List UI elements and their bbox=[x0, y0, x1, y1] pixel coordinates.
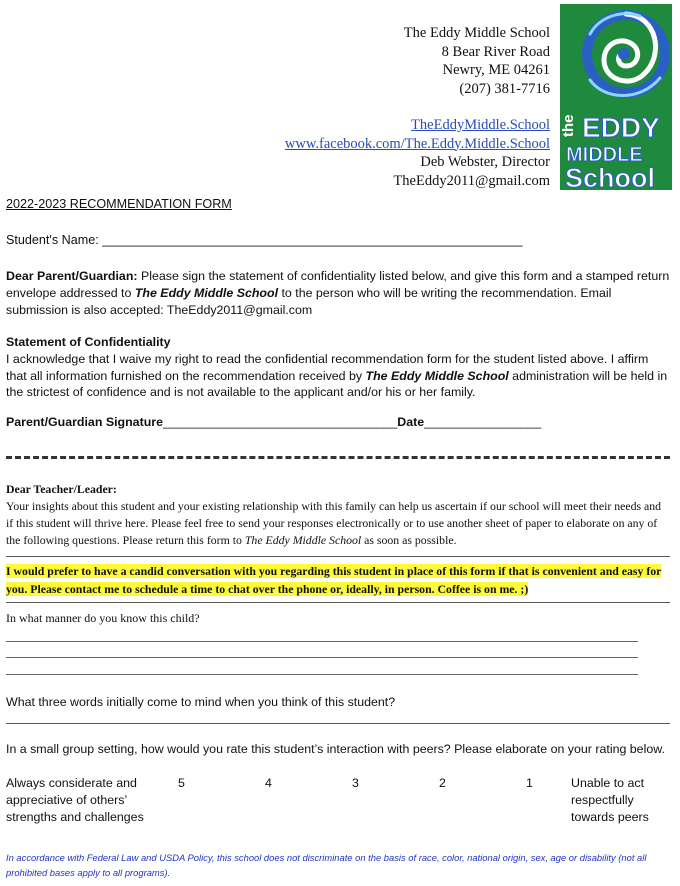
parent-instructions bbox=[6, 268, 672, 318]
school-address-block bbox=[285, 24, 550, 190]
cut-line-divider bbox=[6, 456, 670, 459]
confidentiality-statement bbox=[6, 334, 672, 401]
rating-option-3[interactable]: 3 bbox=[352, 776, 359, 790]
parent-school-name: The Eddy Middle School bbox=[134, 285, 279, 300]
signature-field[interactable]: __________________________________ bbox=[162, 415, 398, 429]
confidentiality-heading: Statement of Confidentiality bbox=[6, 335, 171, 349]
school-logo bbox=[560, 4, 672, 190]
phone-number: (207) 381-7716 bbox=[459, 80, 550, 97]
date-field[interactable]: _________________ bbox=[424, 415, 542, 429]
confidentiality-text-1: I acknowledge that I waive my right to read the confidential recommendation form for the student listed above. I affirm that all information furnished on the recommendation received by bbox=[6, 351, 649, 383]
rating-high-line: Always considerate and bbox=[6, 776, 137, 790]
question-three-words: What three words initially come to mind when you think of this student? bbox=[6, 695, 396, 709]
answer-line[interactable] bbox=[6, 674, 638, 675]
signature-label: Parent/Guardian Signature bbox=[6, 415, 163, 429]
candid-conversation-note bbox=[6, 563, 670, 598]
rating-low-line: Unable to act bbox=[571, 776, 645, 790]
rating-option-5[interactable]: 5 bbox=[178, 776, 185, 790]
divider-line bbox=[6, 556, 670, 557]
student-name-label: Student's Name: bbox=[6, 233, 103, 247]
answer-line[interactable] bbox=[6, 657, 638, 658]
logo-text-middle: MIDDLE bbox=[566, 144, 643, 166]
parent-heading: Dear Parent/Guardian: bbox=[6, 269, 138, 283]
school-name: The Eddy Middle School bbox=[403, 25, 550, 41]
parent-text-1: Please sign the statement of confidentiality listed below, and give this form and a stamped return envelope addressed to bbox=[6, 269, 670, 300]
rating-option-1[interactable]: 1 bbox=[526, 776, 533, 790]
facebook-link[interactable]: www.facebook.com/The.Eddy.Middle.School bbox=[284, 135, 550, 152]
teacher-school-name: The Eddy Middle School bbox=[244, 533, 362, 547]
rating-option-2[interactable]: 2 bbox=[439, 776, 446, 790]
divider-line bbox=[6, 602, 670, 603]
student-name-field[interactable]: ____________________________________________________________ bbox=[102, 233, 523, 247]
street-address: 8 Bear River Road bbox=[441, 43, 550, 60]
rating-option-4[interactable]: 4 bbox=[265, 776, 272, 790]
teacher-text-1: Your insights about this student and your existing relationship with this family can help us ascertain if our school will meet their needs and if this student will thrive here. Please feel free to send your responses electronically or to use another sheet of paper to elaborate on any of the following questions. Please return this form to bbox=[6, 499, 662, 547]
city-state-zip: Newry, ME 04261 bbox=[442, 62, 550, 78]
website-link[interactable]: TheEddyMiddle.School bbox=[411, 117, 550, 133]
rating-high-line: appreciative of others’ bbox=[6, 793, 128, 807]
student-name-row bbox=[6, 233, 522, 247]
parent-text-2: to the person who will be writing the recommendation. Email submission is also accepted: TheEddy2011@gmail.com bbox=[6, 285, 612, 317]
rating-high-line: strengths and challenges bbox=[6, 810, 144, 824]
contact-email: TheEddy2011@gmail.com bbox=[393, 172, 550, 189]
confidentiality-school-name: The Eddy Middle School bbox=[365, 368, 509, 383]
question-how-know-child: In what manner do you know this child? bbox=[6, 611, 200, 625]
swirl-logo-icon bbox=[560, 4, 672, 190]
teacher-heading: Dear Teacher/Leader: bbox=[6, 482, 117, 496]
highlighted-text: I would prefer to have a candid conversation with you regarding this student in place of this form if that is convenient and easy for you. Please contact me to schedule a time to chat over the phone or, ideally, in person. Coffee is on me. ;) bbox=[6, 564, 662, 596]
answer-line[interactable] bbox=[6, 723, 670, 724]
nondiscrimination-notice: In accordance with Federal Law and USDA Policy, this school does not discriminate on the basis of race, color, national origin, sex, age or disability (not all prohibited bases apply to all programs). bbox=[6, 852, 647, 878]
rating-low-label bbox=[571, 775, 649, 826]
date-label: Date bbox=[397, 415, 425, 429]
signature-row bbox=[6, 415, 541, 429]
rating-high-label bbox=[6, 775, 144, 826]
answer-line[interactable] bbox=[6, 641, 638, 642]
rating-low-line: towards peers bbox=[571, 810, 649, 824]
question-peer-interaction: In a small group setting, how would you rate this student’s interaction with peers? Please elaborate on your rating below. bbox=[6, 742, 665, 756]
rating-low-line: respectfully bbox=[571, 793, 634, 807]
teacher-text-2: as soon as possible. bbox=[361, 533, 457, 547]
director-name: Deb Webster, Director bbox=[420, 154, 550, 170]
logo-text-the: the bbox=[560, 114, 577, 137]
teacher-instructions bbox=[6, 481, 670, 549]
logo-text-eddy: EDDY bbox=[582, 112, 660, 143]
logo-text-school: School bbox=[565, 163, 656, 190]
confidentiality-text-2: administration will be held in the strictest of confidence and is not available to the applicant and/or his or her family. bbox=[6, 368, 668, 400]
form-title: 2022-2023 RECOMMENDATION FORM bbox=[6, 197, 232, 211]
